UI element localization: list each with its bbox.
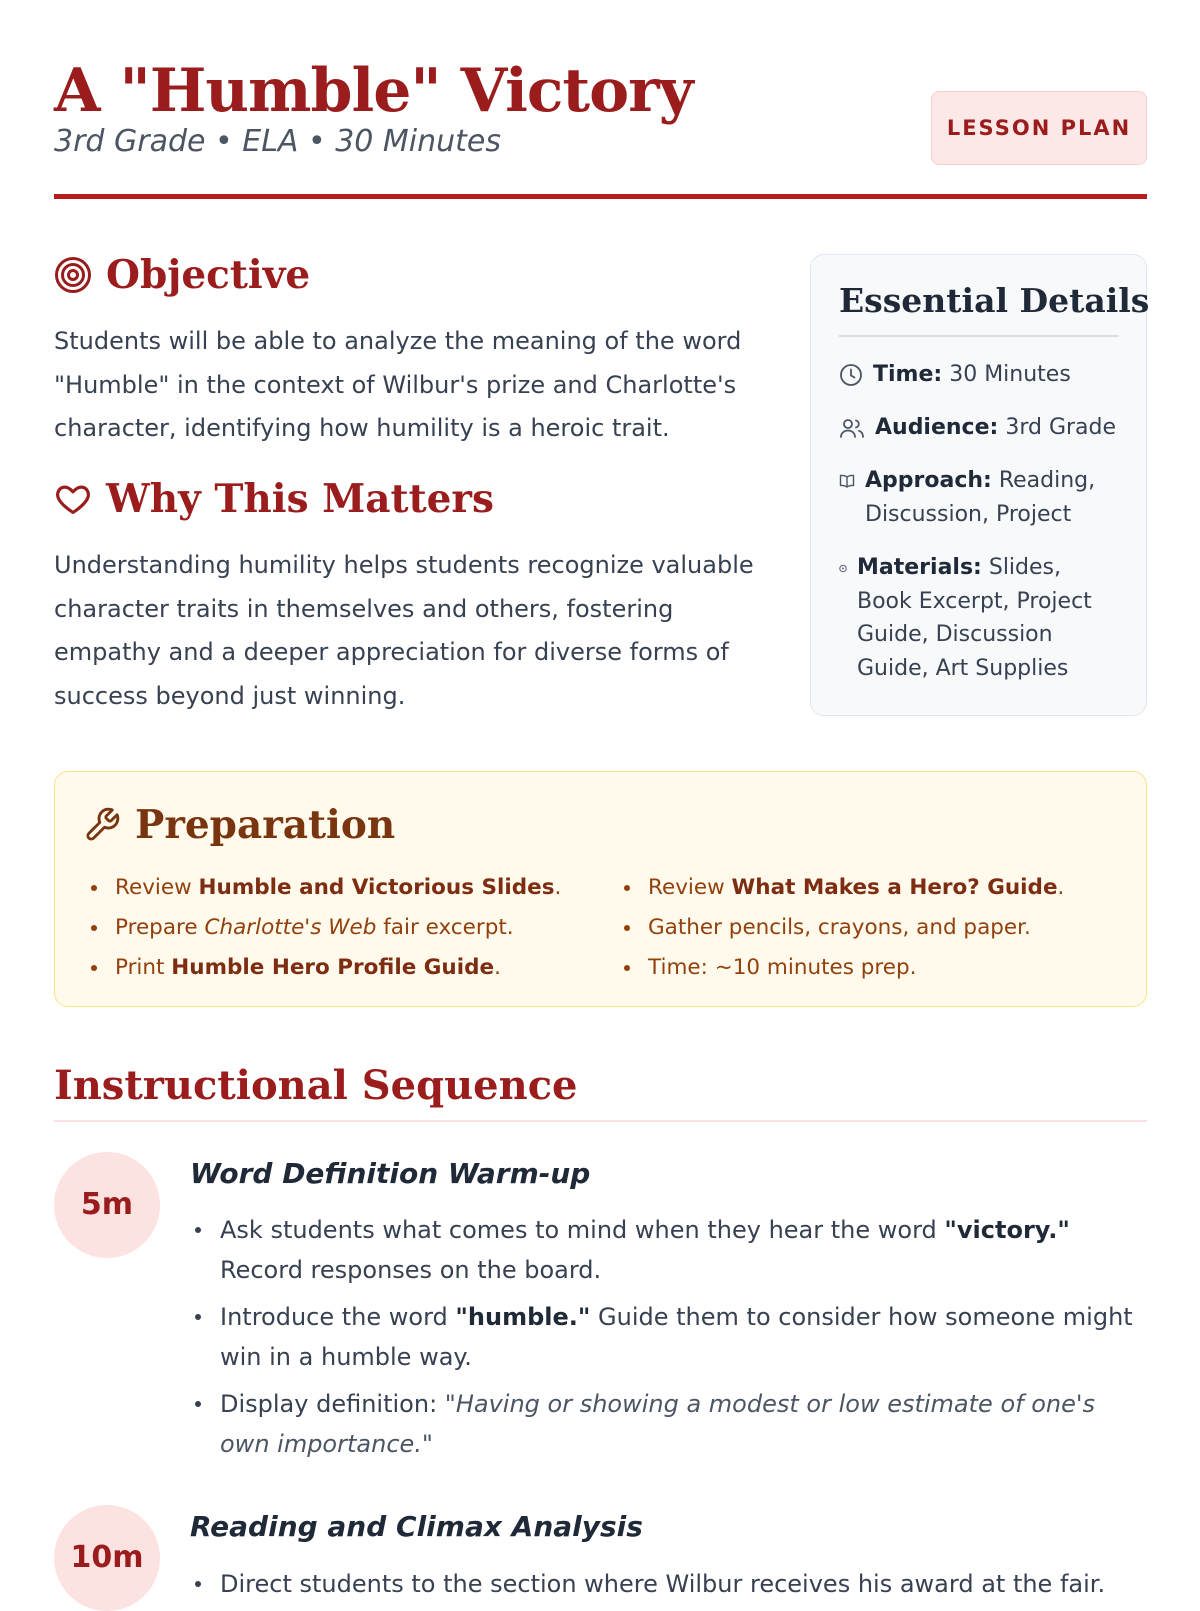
heart-icon xyxy=(54,480,92,518)
step-bullet: Direct students to the section where Wilbur receives his award at the fair. xyxy=(190,1564,1150,1604)
detail-materials xyxy=(839,551,1114,685)
prep-item: Prepare Charlotte's Web fair excerpt. xyxy=(85,908,561,948)
step-duration-badge: 10m xyxy=(54,1505,160,1611)
book-icon xyxy=(839,474,855,488)
detail-approach-label: Approach: xyxy=(865,468,992,493)
header-divider xyxy=(54,194,1147,199)
prep-item: Print Humble Hero Profile Guide. xyxy=(85,948,561,988)
sequence-divider xyxy=(54,1120,1147,1122)
detail-audience-label: Audience: xyxy=(875,415,999,440)
step-bullets xyxy=(190,1564,1150,1611)
essential-details-card xyxy=(810,254,1150,716)
lesson-plan-badge: LESSON PLAN xyxy=(931,91,1147,165)
detail-audience xyxy=(839,411,1129,445)
why-text: Understanding humility helps students recognize valuable character traits in themselves and others, fostering empathy and a deeper appreciation for diverse forms of success beyond just winning. xyxy=(54,551,754,710)
prep-item: Review Humble and Victorious Slides. xyxy=(85,868,561,908)
preparation-heading xyxy=(83,802,395,848)
preparation-list-left xyxy=(85,868,561,988)
why-heading xyxy=(54,476,494,522)
preparation-box xyxy=(54,771,1147,1007)
prep-item: Time: ~10 minutes prep. xyxy=(618,948,1064,988)
step-bullet: Introduce the word "humble." Guide them to consider how someone might win in a humble way. xyxy=(190,1297,1150,1377)
step-duration-badge: 5m xyxy=(54,1152,160,1258)
detail-approach-value: Reading, Discussion, Project xyxy=(865,468,1096,527)
instructional-sequence-heading: Instructional Sequence xyxy=(54,1062,578,1109)
preparation-heading-text: Preparation xyxy=(135,802,396,848)
detail-audience-value: 3rd Grade xyxy=(1005,415,1117,440)
details-divider xyxy=(839,335,1119,337)
step-bullet: Ask students what comes to mind when they hear the word "victory." Record responses on the board. xyxy=(190,1210,1150,1290)
prep-item: Review What Makes a Hero? Guide. xyxy=(618,868,1064,908)
detail-materials-value: Slides, Book Excerpt, Project Guide, Discussion Guide, Art Supplies xyxy=(857,555,1092,681)
palette-icon xyxy=(839,564,847,573)
step-title: Word Definition Warm-up xyxy=(190,1157,591,1190)
detail-time xyxy=(839,358,1129,392)
objective-heading-text: Objective xyxy=(106,252,311,298)
why-heading-text: Why This Matters xyxy=(106,476,494,522)
step-title: Reading and Climax Analysis xyxy=(190,1510,643,1543)
objective-heading xyxy=(54,252,310,298)
step-bullet: Display definition: "Having or showing a modest or low estimate of one's own importance." xyxy=(190,1384,1150,1464)
detail-approach xyxy=(839,464,1104,531)
users-icon xyxy=(839,416,865,440)
target-icon xyxy=(54,256,92,294)
detail-materials-label: Materials: xyxy=(857,555,982,580)
detail-time-value: 30 Minutes xyxy=(949,362,1071,387)
objective-text: Students will be able to analyze the meaning of the word "Humble" in the context of Wilbur's prize and Charlotte's character, identifying how humility is a heroic trait. xyxy=(54,327,742,442)
step-bullets xyxy=(190,1210,1150,1471)
clock-icon xyxy=(839,363,863,387)
page-title: A "Humble" Victory xyxy=(54,56,693,126)
preparation-list-right xyxy=(618,868,1064,988)
page-subtitle: 3rd Grade • ELA • 30 Minutes xyxy=(54,124,501,159)
wrench-icon xyxy=(83,806,121,844)
prep-item: Gather pencils, crayons, and paper. xyxy=(618,908,1064,948)
essential-details-heading: Essential Details xyxy=(839,281,1150,320)
detail-time-label: Time: xyxy=(873,362,943,387)
